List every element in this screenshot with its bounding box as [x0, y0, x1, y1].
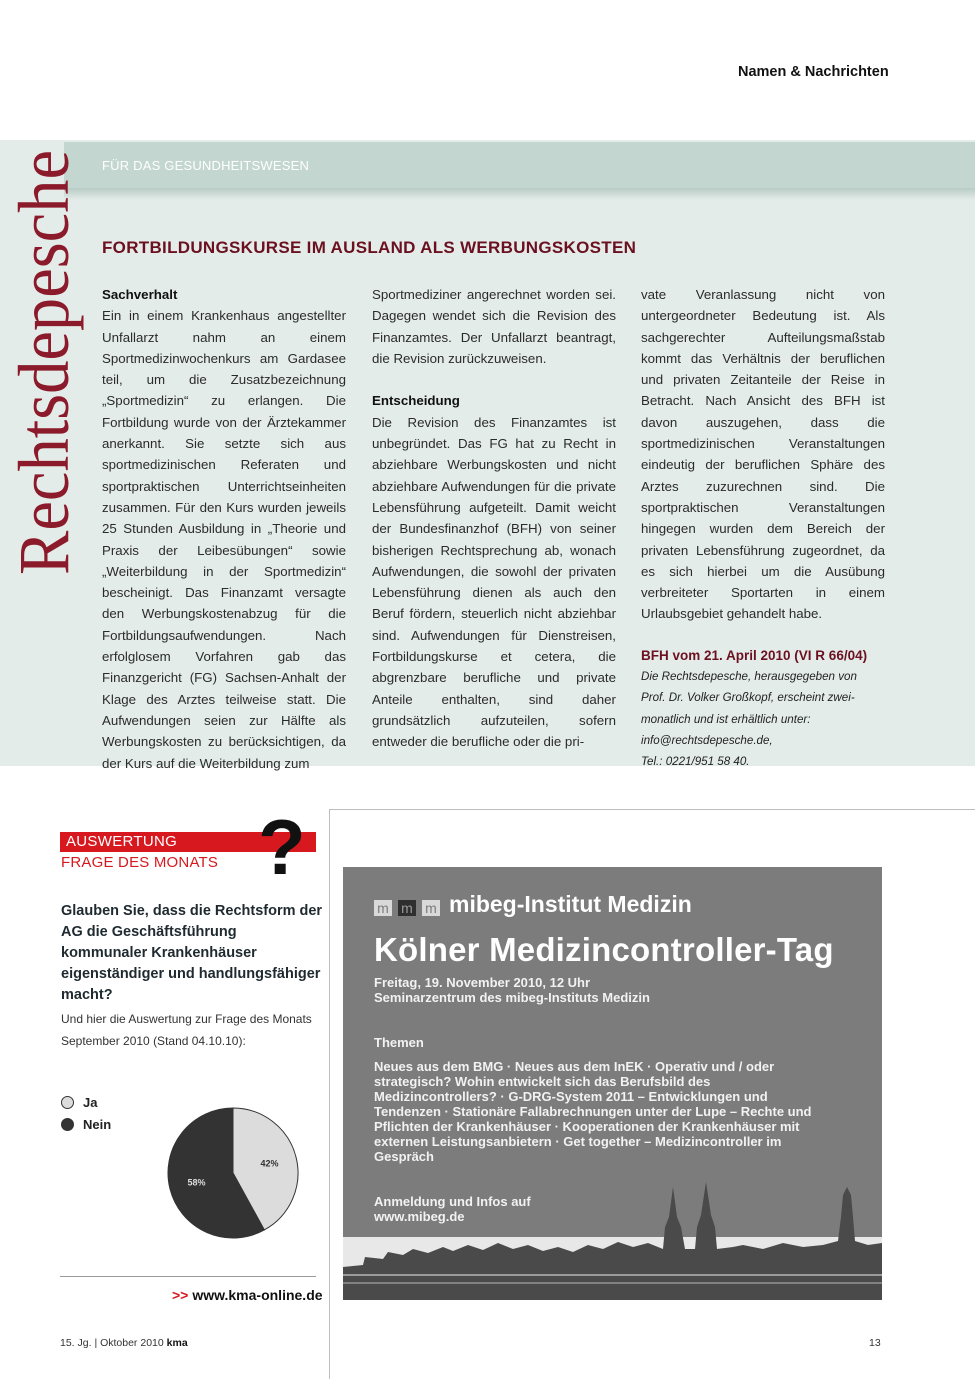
page-number: 13	[869, 1337, 881, 1349]
article-column-1	[102, 284, 346, 774]
ad-date: Freitag, 19. November 2010, 12 Uhr	[374, 975, 591, 990]
mibeg-logo-letter: m	[422, 900, 440, 916]
issue-info: 15. Jg. | Oktober 2010	[60, 1337, 164, 1349]
kma-brand: kma	[166, 1337, 188, 1349]
page-footer	[60, 1337, 188, 1349]
rechtsdepesche-logo	[4, 115, 84, 585]
verdict-reference: BFH vom 21. April 2010 (VI R 66/04)	[641, 647, 868, 663]
cologne-skyline-image	[343, 1157, 882, 1300]
ad-themen-label: Themen	[374, 1035, 424, 1050]
pie-label-ja: 42%	[260, 1158, 279, 1169]
article-column-3	[641, 284, 885, 773]
poll-question: Glauben Sie, dass die Rechtsform der AG die Geschäftsführung kommunaler Krankenhäuser eigenständiger und handlungsfähiger macht?	[61, 903, 323, 1003]
question-mark-icon: ?	[258, 803, 306, 891]
link-arrows-icon: >>	[172, 1287, 189, 1303]
poll-intro: Und hier die Auswertung zur Frage des Monats September 2010 (Stand 04.10.10):	[61, 1012, 312, 1048]
entscheidung-heading: Entscheidung	[372, 393, 460, 409]
section-label: Namen & Nachrichten	[738, 64, 889, 80]
ad-registration	[374, 1194, 531, 1224]
poll-rule	[60, 1276, 316, 1277]
legend-item-nein	[61, 1117, 111, 1132]
sachverhalt-heading: Sachverhalt	[102, 287, 178, 302]
rechtsdepesche-band-shadow	[64, 188, 975, 200]
poll-title: AUSWERTUNG	[66, 833, 178, 850]
poll-subtitle: FRAGE DES MONATS	[61, 854, 219, 871]
ad-title: Kölner Medizincontroller-Tag	[374, 931, 834, 968]
imprint-line: monatlich und ist erhältlich unter:	[641, 712, 811, 726]
imprint-phone: Tel.: 0221/951 58 40.	[641, 755, 750, 769]
ad-registration-text: Anmeldung und Infos auf	[374, 1194, 531, 1209]
imprint-email[interactable]: info@rechtsdepesche.de,	[641, 733, 773, 747]
ad-date-venue	[374, 975, 650, 1005]
pie-label-nein: 58%	[187, 1177, 206, 1188]
article-column-2	[372, 284, 616, 753]
mibeg-logo-letter: m	[374, 900, 392, 916]
vertical-divider	[329, 809, 330, 1379]
mibeg-advertisement[interactable]	[343, 867, 882, 1300]
legend-swatch-ja	[61, 1096, 74, 1109]
column-3-text: vate Veranlassung nicht von untergeordneter Bedeutung ist. Als sachgerechter Aufteilungsmaßstab kommt das Verhältnis der beruflichen und privaten Zeitanteile der Reise in Betracht. Nach Ansicht des BFH ist davon auszugehen, dass die sportmedizinischen Veranstaltungen eindeutig der beruflichen Sphäre des Arztes zuzurechnen sind. Die sportpraktischen Veranstaltungen hingegen wurden dem Bereich der privaten Lebensführung zugeordnet, da es sich hierbei um die Ausübung verbreiteter Sportarten in einem Urlaubsgebiet gehandelt habe.	[641, 287, 885, 622]
mibeg-logo	[374, 892, 692, 916]
legend-label-ja: Ja	[83, 1095, 98, 1110]
ad-organization: mibeg-Institut Medizin	[449, 891, 692, 917]
legend-swatch-nein	[61, 1118, 74, 1131]
rechtsdepesche-subtitle: FÜR DAS GESUNDHEITSWESEN	[102, 158, 310, 173]
mibeg-logo-letter: m	[398, 900, 416, 916]
sachverhalt-text: Ein in einem Krankenhaus angestellter Unfallarzt nahm an einem Sportmedizinwochenkurs am Gardasee teil, um die Zusatzbezeichnung „Sportmedizin“ zu erlangen. Die Fortbildung wurde von der Ärztekammer anerkannt. Sie setzte sich aus sportmedizinischen Referaten und sportpraktischen Unterrichtseinheiten zusammen. Für den Kurs wurden jeweils 25 Stunden Ausbildung in „Theorie und Praxis der Leibesübungen“ sowie „Weiterbildung in der Sportmedizin“ bescheinigt. Das Finanzamt versagte den Werbungskostenabzug für die Fortbildungsaufwendungen. Nach erfolglosem Vorfahren gab das Finanzgericht (FG) Sachsen-Anhalt der Klage des Arztes teilweise statt. Die Aufwendungen seien zur Hälfte als Werbungskosten zu berücksichtigen, da der Kurs auf die Weiterbildung zum	[102, 308, 346, 771]
legend-label-nein: Nein	[83, 1117, 112, 1132]
ad-venue: Seminarzentrum des mibeg-Instituts Medizin	[374, 990, 650, 1005]
poll-pie-chart	[166, 1106, 300, 1240]
column-2-intro: Sportmediziner angerechnet worden sei. Dagegen wendet sich die Revision des Finanzamtes. Der Unfallarzt beantragt, die Revision zurückzuweisen.	[372, 287, 616, 366]
rechtsdepesche-logo-text: Rechtsdepesche	[4, 115, 84, 575]
entscheidung-text: Die Revision des Finanzamtes ist unbegründet. Das FG hat zu Recht in abziehbare Werbungskosten und nicht abziehbare Aufwendungen für die private Lebensführung aufgeteilt. Damit weicht der Bundesfinanzhof (BFH) von seiner bisherigen Rechtsprechung ab, wonach Aufwendungen, die sowohl der privaten Lebensführung dienen als auch den Beruf fördern, steuerlich nicht abziehbar sind. Aufwendungen für Dienstreisen, Fortbildungskurse et cetera, die abgrenzbare berufliche und private Anteile enthalten, sind daher grundsätzlich aufzuteilen, sofern entweder die berufliche oder die pri-	[372, 414, 616, 750]
ad-registration-url[interactable]: www.mibeg.de	[374, 1209, 465, 1224]
legend-item-ja	[61, 1095, 97, 1110]
ad-themen-text: Neues aus dem BMG · Neues aus dem InEK · Operativ und / oder strategisch? Wohin entwickelt sich das Berufsbild des Medizincontrollers? · G-DRG-System 2011 – Entwicklungen und Tendenzen · Stationäre Fallabrechnungen unter der Lupe – Rechte und Pflichten der Krankenhäuser · Kooperationen der Krankenhäuser mit externen Leistungsanbietern · Get together – Medizincontroller im Gespräch	[374, 1059, 812, 1164]
article-title: FORTBILDUNGSKURSE IM AUSLAND ALS WERBUNGSKOSTEN	[102, 238, 637, 257]
kma-online-link[interactable]	[172, 1287, 323, 1303]
imprint-line: Prof. Dr. Volker Großkopf, erscheint zwei-	[641, 691, 855, 705]
horizontal-divider	[329, 809, 975, 810]
kma-online-url[interactable]: www.kma-online.de	[192, 1287, 323, 1303]
imprint-line: Die Rechtsdepesche, herausgegeben von	[641, 670, 857, 684]
